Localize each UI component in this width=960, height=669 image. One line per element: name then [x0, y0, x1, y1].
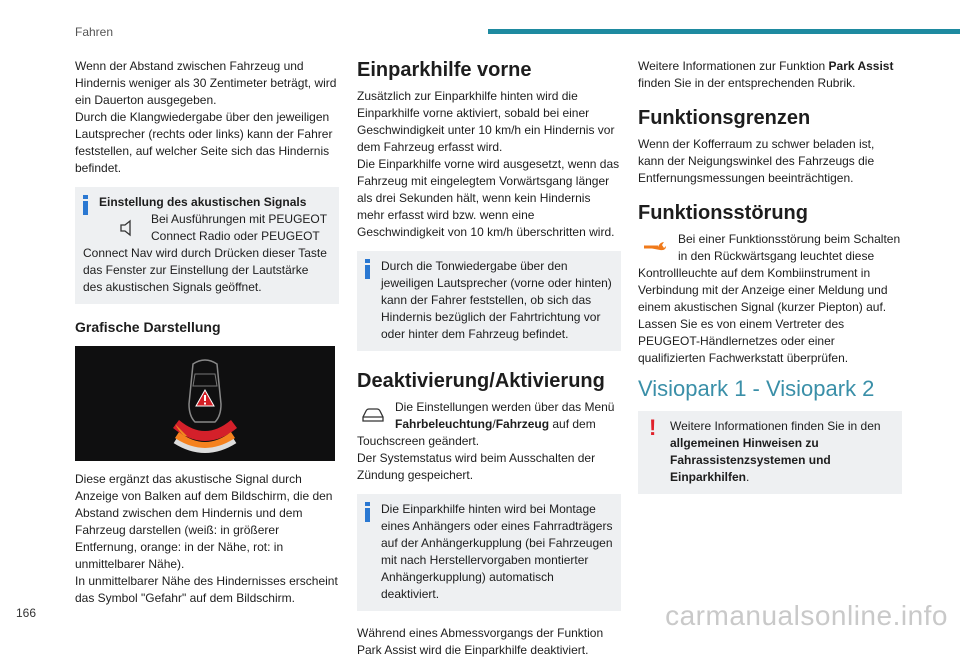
info-box-text: Bei Ausführungen mit PEUGEOT Connect Radio oder PEUGEOT Connect Nav wird durch Drücken dieser Taste das Fenster zur Einstellung der Lautstärke des akustischen Signals geöffnet. — [83, 212, 327, 294]
paragraph: Während eines Abmessvorgangs der Funktion Park Assist wird die Einparkhilfe deaktiviert. — [357, 626, 604, 657]
paragraph: Wenn der Abstand zwischen Fahrzeug und Hindernis weniger als 30 Zentimeter beträgt, wird ein Dauerton ausgegeben. — [75, 59, 337, 107]
text: Weitere Informationen zur Funktion — [638, 59, 829, 73]
parking-display-image — [75, 346, 335, 461]
info-box-title: Einstellung des akustischen Signals — [99, 195, 307, 209]
info-box-trailer — [357, 494, 621, 611]
paragraph: Diese ergänzt das akustische Signal durch Anzeige von Balken auf dem Bildschirm, die den Abstand zwischen dem Hindernis und dem Fahrzeug darstellen (weiß: in größerer Entfernung, orange: in der Nähe, rot: in unmittelbarer Nähe). — [75, 472, 333, 571]
menu-paragraph — [357, 399, 621, 450]
paragraph: Der Systemstatus wird beim Ausschalten der Zündung gespeichert. — [357, 451, 596, 482]
car-menu-icon — [357, 399, 389, 431]
info-box-acoustic-signal — [75, 187, 339, 304]
column-middle — [357, 58, 621, 669]
section-heading-funktionsgrenzen: Funktionsgrenzen — [638, 107, 811, 129]
page-number: 166 — [16, 606, 37, 620]
text: Die Einstellungen werden über das Menü — [395, 400, 615, 414]
header-accent-bar — [488, 29, 960, 34]
paragraph: Wenn der Kofferraum zu schwer beladen ist, kann der Neigungswinkel des Fahrzeugs die Entfernungsmessungen beeinträchtigen. — [638, 137, 875, 185]
info-icon — [83, 195, 88, 215]
warning-box — [638, 411, 902, 494]
malfunction-paragraph — [638, 231, 902, 367]
text: Weitere Informationen finden Sie in den — [670, 419, 881, 433]
info-box-text: Durch die Tonwiedergabe über den jeweiligen Lautsprecher (vorne oder hinten) kann der Fahrer feststellen, ob sich das Hindernis bezüglich der Fahrtrichtung vor oder hinter dem Fahrzeug befindet. — [381, 259, 612, 341]
menu-name: Fahrbeleuchtung — [395, 417, 493, 431]
text: . — [746, 470, 750, 484]
column-left — [75, 58, 339, 617]
function-name: Park Assist — [828, 59, 894, 73]
menu-name: Fahrzeug — [495, 417, 550, 431]
info-box-text: Die Einparkhilfe hinten wird bei Montage eines Anhängers oder eines Fahrradträgers auf der Anhängerkupplung (bei Fahrzeugen mit nach Herstellervorgaben montierter Anhängerkupplung) automatisch deaktiviert. — [381, 502, 613, 601]
warning-text — [646, 415, 894, 486]
section-heading-einparkhilfe-vorne: Einparkhilfe vorne — [357, 59, 532, 81]
column-right — [638, 58, 902, 506]
section-heading-deaktivierung: Deaktivierung/Aktivierung — [357, 370, 605, 392]
text: / — [492, 417, 496, 431]
watermark: carmanualsonline.info — [665, 600, 948, 631]
section-heading-visiopark: Visiopark 1 - Visiopark 2 — [638, 376, 875, 401]
section-heading-grafische-darstellung: Grafische Darstellung — [75, 319, 221, 335]
paragraph: Die Einparkhilfe vorne wird ausgesetzt, wenn das Fahrzeug mit eingelegtem Vorwärtsgang länger als drei Sekunden hält, wenn kein Hindernis mehr erfasst wird bzw. wenn eine Geschwindigkeit von 10 km/h überschritten wird. — [357, 157, 620, 239]
info-box-speaker-direction — [357, 251, 621, 351]
warning-icon: ! — [649, 415, 657, 440]
reference-text: allgemeinen Hinweisen zu Fahrassistenzsystemen und Einparkhilfen — [670, 436, 831, 484]
paragraph: Durch die Klangwiedergabe über den jeweiligen Lautsprecher (rechts oder links) kann der Fahrer feststellen, auf welcher Seite sich das Hindernis befindet. — [75, 110, 333, 175]
info-icon — [365, 259, 370, 279]
speaker-icon — [113, 213, 143, 243]
wrench-icon — [638, 231, 672, 261]
info-icon — [365, 502, 370, 522]
section-heading-funktionsstoerung: Funktionsstörung — [638, 202, 808, 224]
text: Bei einer Funktionsstörung beim Schalten in den Rückwärtsgang leuchtet diese Kontrollleuchte auf dem Kombiinstrument in Verbindung mit der Anzeige einer Meldung und einem akustischen Signal (kurzer Piepton) auf. Lassen Sie es von einem Vertreter des PEUGEOT-Händlernetzes oder einer qualifizierten Fachwerkstatt überprüfen. — [638, 232, 901, 365]
paragraph — [638, 58, 902, 92]
running-header: Fahren — [75, 25, 114, 39]
paragraph: Zusätzlich zur Einparkhilfe hinten wird die Einparkhilfe vorne aktiviert, sobald bei einer Geschwindigkeit unter 10 km/h ein Hindernis vor dem Fahrzeug erfasst wird. — [357, 89, 615, 154]
paragraph: In unmittelbarer Nähe des Hindernisses erscheint das Symbol "Gefahr" auf dem Bildschirm. — [75, 574, 338, 605]
text: finden Sie in der entsprechenden Rubrik. — [638, 76, 856, 90]
text: auf dem Touchscreen geändert. — [357, 417, 596, 448]
